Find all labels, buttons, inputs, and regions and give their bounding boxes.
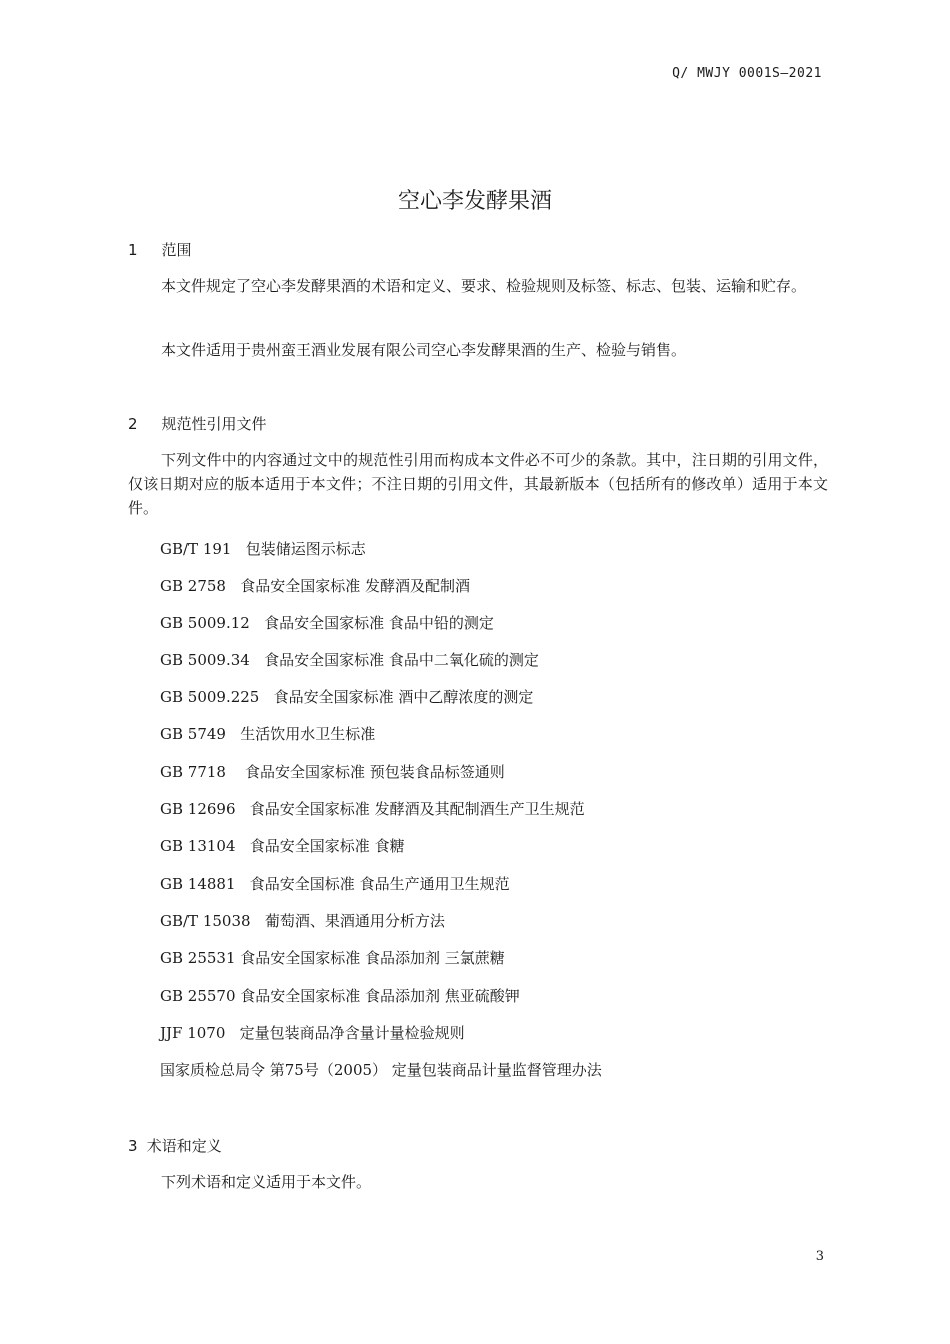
section-3-heading [128,1135,222,1156]
section-1-title: 范围 [161,241,192,259]
reference-item: GB/T 191 包装储运图示标志 [160,540,366,558]
reference-item: GB 5009.34 食品安全国家标准 食品中二氧化硫的测定 [160,651,539,669]
page-number: 3 [815,1249,824,1264]
section-1-paragraph-1: 本文件规定了空心李发酵果酒的术语和定义、要求、检验规则及标签、标志、包装、运输和贮存。 [161,277,807,295]
reference-item: GB 13104 食品安全国家标准 食糖 [160,837,405,855]
document-code: Q/ MWJY 0001S—2021 [672,66,822,81]
section-3-title: 术语和定义 [146,1137,222,1155]
reference-item: GB/T 15038 葡萄酒、果酒通用分析方法 [160,912,445,930]
section-2-title: 规范性引用文件 [161,415,267,433]
section-3-paragraph-1: 下列术语和定义适用于本文件。 [161,1173,372,1191]
reference-item: GB 25531 食品安全国家标准 食品添加剂 三氯蔗糖 [160,949,505,967]
reference-item: JJF 1070 定量包装商品净含量计量检验规则 [160,1024,465,1042]
reference-item: GB 5009.12 食品安全国家标准 食品中铅的测定 [160,614,494,632]
section-2-heading [128,413,267,434]
reference-item: GB 25570 食品安全国家标准 食品添加剂 焦亚硫酸钾 [160,987,520,1005]
section-2-intro: 下列文件中的内容通过文中的规范性引用而构成本文件必不可少的条款。其中，注日期的引用文件，仅该日期对应的版本适用于本文件；不注日期的引用文件，其最新版本（包括所有的修改单）适用于本文件。 [128,451,828,517]
reference-item: GB 5749 生活饮用水卫生标准 [160,725,376,743]
reference-item: GB 14881 食品安全国标准 食品生产通用卫生规范 [160,875,510,893]
reference-item: GB 2758 食品安全国家标准 发酵酒及配制酒 [160,577,471,595]
reference-item: GB 7718 食品安全国家标准 预包装食品标签通则 [160,763,505,781]
reference-item: GB 12696 食品安全国家标准 发酵酒及其配制酒生产卫生规范 [160,800,585,818]
section-1-paragraph-2: 本文件适用于贵州蛮王酒业发展有限公司空心李发酵果酒的生产、检验与销售。 [161,341,687,359]
document-title: 空心李发酵果酒 [397,189,552,214]
section-3-number: 3 [128,1137,138,1155]
reference-item: GB 5009.225 食品安全国家标准 酒中乙醇浓度的测定 [160,688,534,706]
section-1-heading [128,239,192,260]
reference-item: 国家质检总局令 第75号（2005） 定量包装商品计量监督管理办法 [160,1061,602,1079]
section-1-number: 1 [128,241,138,259]
section-2-number: 2 [128,415,138,433]
